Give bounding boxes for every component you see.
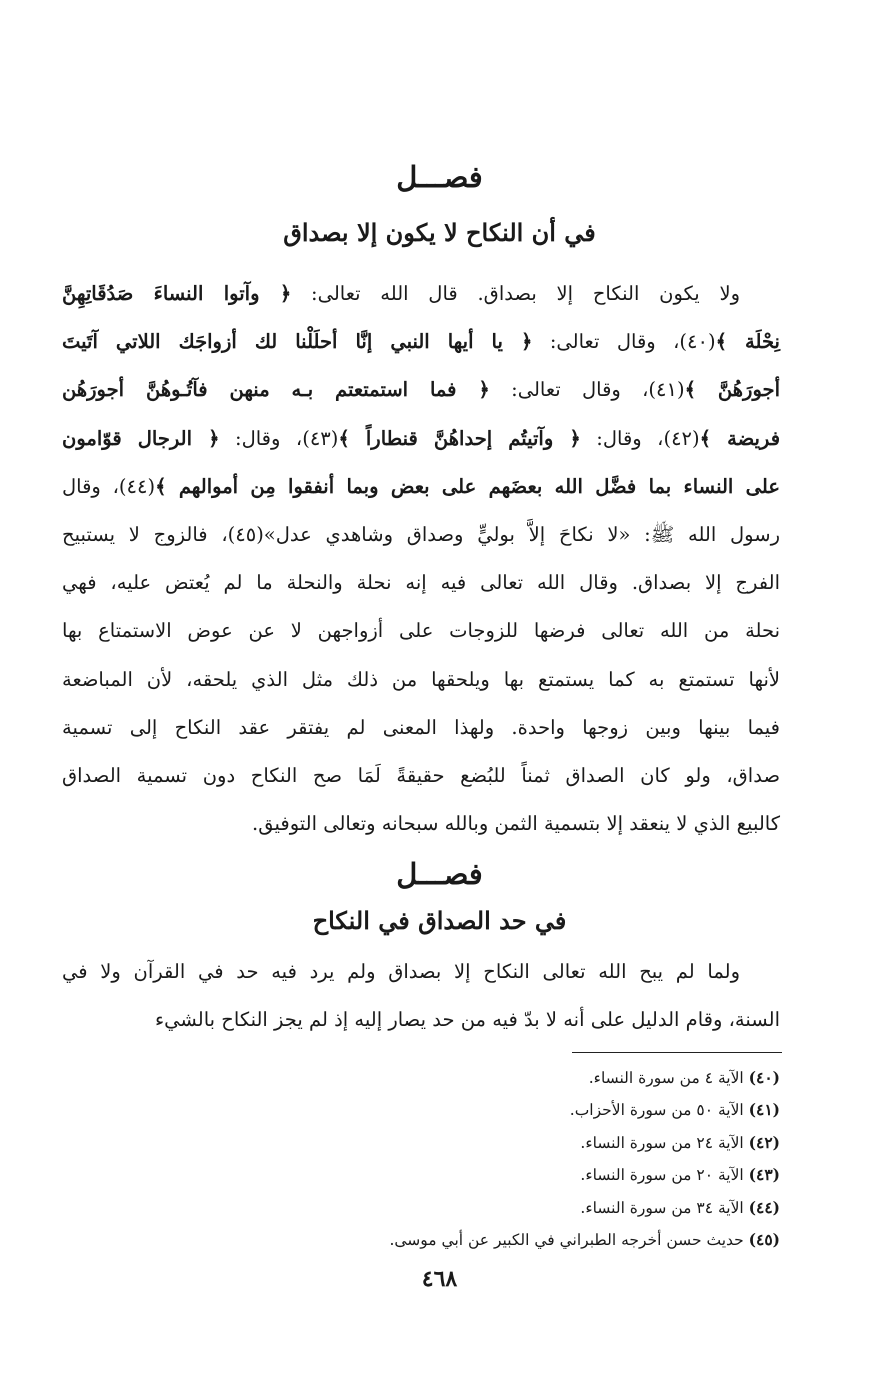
footnote-text: الآية ٥٠ من سورة الأحزاب. [569,1101,749,1120]
text-line [62,270,780,318]
quran-quote: ﴿ يا أيها النبي إنَّا أحلَلْنا لك أزواجَك اللاتي آتَيتَ [62,330,533,354]
text-line [62,752,780,800]
footnote-number: (٤٥) [748,1230,780,1250]
text-line [62,607,780,655]
footnote-item [60,1224,780,1256]
footnote-text: الآية ٤ من سورة النساء. [588,1069,749,1087]
text-segment: (٤١)، وقال تعالى: [489,378,685,402]
footnote-number: (٤٠) [748,1068,780,1087]
text-line [62,559,780,607]
text-line [62,463,780,511]
text-line [62,996,780,1044]
text-segment: (٤٢)، وقال: [580,426,700,450]
text-segment: رسول الله ﷺ: «لا نكاحَ إلاَّ بوليٍّ وصداق وشاهدي عدل»(٤٥)، فالزوج لا يستبيح [62,522,780,546]
text-line [62,948,780,996]
quran-quote: ﴿ الرجال قوّامون [62,426,220,450]
text-line [62,366,780,414]
footnote-number: (٤١) [748,1100,780,1120]
text-segment: نحلة من الله تعالى فرضها للزوجات على أزواجهن لا عن عوض الاستمتاع بها [62,619,780,643]
footnote-divider [572,1052,782,1053]
section-title-1: في أن النكاح لا يكون إلا بصداق [283,218,596,247]
text-line [62,656,780,704]
section-title-2: في حد الصداق في النكاح [312,906,567,935]
text-segment: لأنها تستمتع به كما يستمتع بها ويلحقها من ذلك مثل الذي يلحقه، لأن المباضعة [62,667,780,691]
text-line [62,415,780,463]
footnote-text: حديث حسن أخرجه الطبراني في الكبير عن أبي موسى. [389,1231,749,1250]
quran-quote: ﴿ وآتيتُم إحداهُنَّ قنطاراً ﴾ [338,426,581,450]
text-segment: كالبيع الذي لا ينعقد إلا بتسمية الثمن وبالله سبحانه وتعالى التوفيق. [252,812,780,836]
text-segment: ولما لم يبح الله تعالى النكاح إلا بصداق ولم يرد فيه حد في القرآن ولا في [62,960,740,983]
quran-quote: فريضة ﴾ [699,426,781,450]
text-segment: (٤٣)، وقال: [219,426,339,450]
text-segment: (٤٤)، وقال [62,474,156,498]
footnote-text: الآية ٢٠ من سورة النساء. [580,1166,749,1185]
quran-quote: ﴿ وآتوا النساءَ صَدُقَاتِهِنَّ [62,282,292,305]
footnote-item [60,1192,780,1224]
text-segment: صداق، ولو كان الصداق ثمناً للبُضع حقيقةً لَمَا صح النكاح دون تسمية الصداق [62,763,780,787]
footnote-text: الآية ٣٤ من سورة النساء. [580,1198,749,1217]
footnote-item [60,1127,780,1159]
section-1-body [62,270,780,848]
quran-quote: أجورَهُنَّ ﴾ [684,378,780,402]
text-segment: فيما بينها وبين زوجها واحدة. ولهذا المعنى لم يفتقر عقد النكاح إلى تسمية [62,715,780,739]
text-segment: (٤٠)، وقال تعالى: [532,330,716,354]
quran-quote: ﴿ فما استمتعتم بـه منهن فآتُـوهُنَّ أجورَهُن [62,378,490,402]
quran-quote: نِحْلَة ﴾ [715,330,780,354]
footnote-item [60,1159,780,1191]
text-line [62,800,780,848]
text-line [62,704,780,752]
section-heading-2: فصـــل [396,857,483,891]
footnote-item [60,1062,780,1094]
text-line [62,318,780,366]
section-heading-1: فصـــل [396,160,483,194]
footnote-number: (٤٣) [748,1165,780,1185]
quran-quote: على النساء بما فضَّل الله بعضَهم على بعض وبما أنفقوا مِن أموالهم ﴾ [155,474,780,498]
footnote-number: (٤٤) [748,1197,780,1217]
footnotes-list [60,1062,780,1256]
page-number: ٤٦٨ [421,1266,458,1292]
text-segment: الفرج إلا بصداق. وقال الله تعالى فيه إنه نحلة والنحلة ما لم يُعتض عليه، فهي [62,571,780,595]
section-2-body [62,948,780,1044]
text-segment: السنة، وقام الدليل على أنه لا بدّ فيه من حد يصار إليه إذ لم يجز النكاح بالشيء [154,1008,780,1032]
text-line [62,511,780,559]
text-segment: ولا يكون النكاح إلا بصداق. قال الله تعالى: [291,282,740,305]
footnote-text: الآية ٢٤ من سورة النساء. [580,1133,749,1152]
footnote-item [60,1094,780,1126]
footnote-number: (٤٢) [748,1132,780,1152]
